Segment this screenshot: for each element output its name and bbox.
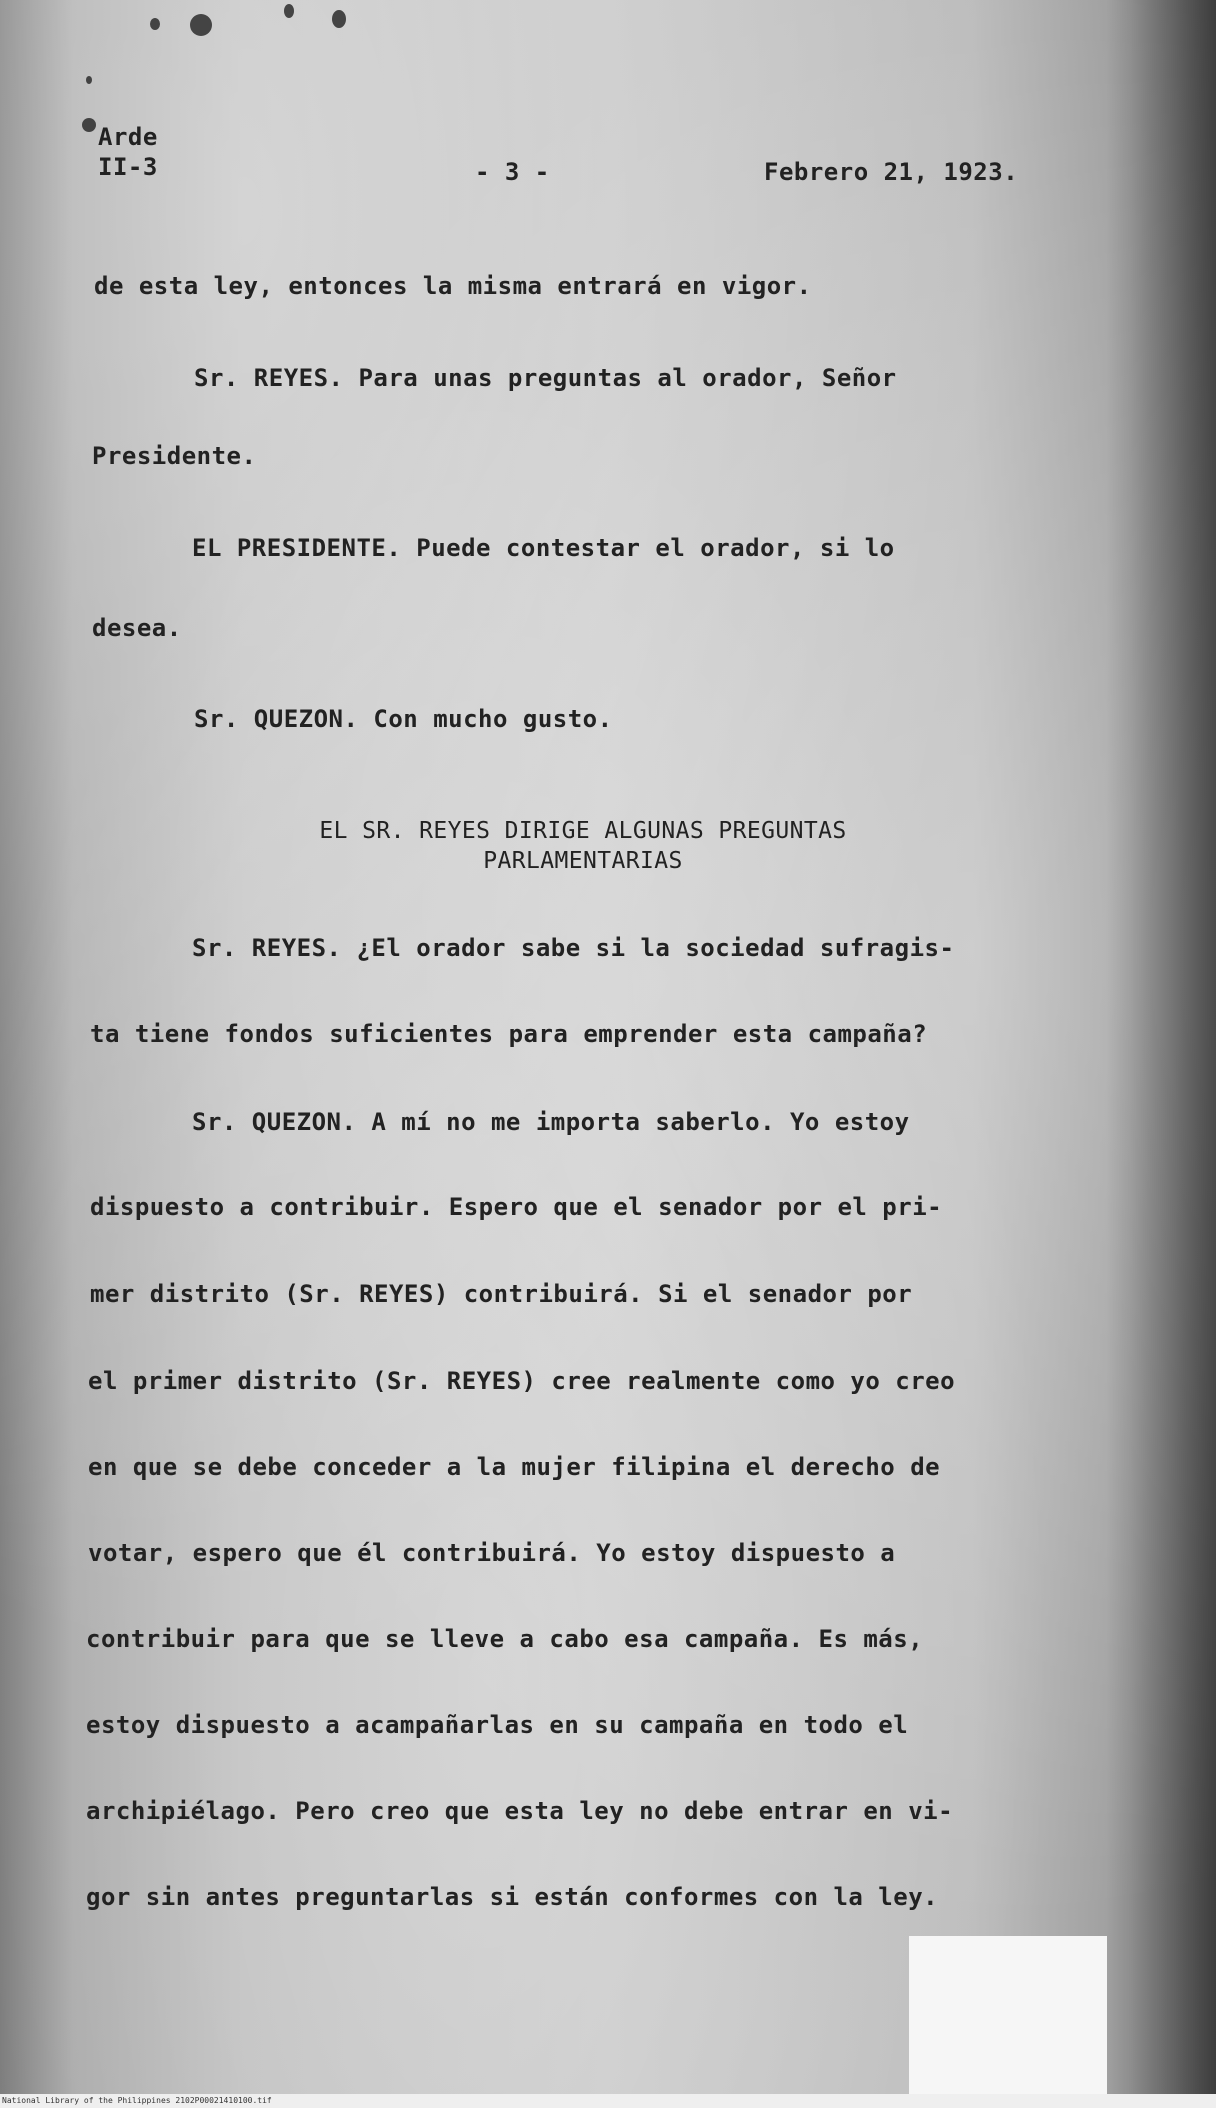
body-line: Sr. QUEZON. Con mucho gusto. [194, 705, 613, 733]
page-edge-shadow [1106, 0, 1216, 2108]
body-line: desea. [92, 614, 182, 642]
ink-blot [86, 76, 92, 84]
paper-patch [909, 1936, 1107, 2108]
page-number: - 3 - [475, 158, 550, 186]
body-line: estoy dispuesto a acampañarlas en su campaña en todo el [86, 1711, 909, 1739]
header-code: II-3 [98, 153, 158, 181]
header-initials: Arde [98, 123, 158, 151]
body-line: EL PRESIDENTE. Puede contestar el orador, si lo [192, 534, 895, 562]
scan-source-caption: National Library of the Philippines 2102P00021410100.tif [2, 2096, 272, 2105]
body-line: Presidente. [92, 442, 257, 470]
header-reference [98, 122, 158, 182]
ink-blot [82, 118, 96, 132]
document-date: Febrero 21, 1923. [764, 158, 1019, 186]
section-heading-line2: PARLAMENTARIAS [483, 848, 683, 874]
body-line: en que se debe conceder a la mujer filipina el derecho de [88, 1453, 941, 1481]
section-heading-line1: EL SR. REYES DIRIGE ALGUNAS PREGUNTAS [319, 818, 847, 844]
body-line: ta tiene fondos suficientes para emprender esta campaña? [90, 1020, 928, 1048]
body-line: de esta ley, entonces la misma entrará en vigor. [94, 272, 812, 300]
body-line: el primer distrito (Sr. REYES) cree realmente como yo creo [88, 1367, 956, 1395]
body-line: gor sin antes preguntarlas si están conformes con la ley. [86, 1883, 939, 1911]
ink-blot [332, 10, 346, 28]
body-line: dispuesto a contribuir. Espero que el senador por el pri- [90, 1193, 943, 1221]
ink-blot [150, 18, 160, 30]
body-line: Sr. QUEZON. A mí no me importa saberlo. Yo estoy [192, 1108, 910, 1136]
body-line: Sr. REYES. ¿El orador sabe si la sociedad sufragis- [192, 934, 955, 962]
body-line: contribuir para que se lleve a cabo esa campaña. Es más, [86, 1625, 924, 1653]
body-line: votar, espero que él contribuirá. Yo estoy dispuesto a [88, 1539, 896, 1567]
body-line: archipiélago. Pero creo que esta ley no debe entrar en vi- [86, 1797, 954, 1825]
ink-blot [190, 14, 212, 36]
body-line: Sr. REYES. Para unas preguntas al orador, Señor [194, 364, 897, 392]
body-line: mer distrito (Sr. REYES) contribuirá. Si el senador por [90, 1280, 913, 1308]
ink-blot [284, 4, 294, 18]
